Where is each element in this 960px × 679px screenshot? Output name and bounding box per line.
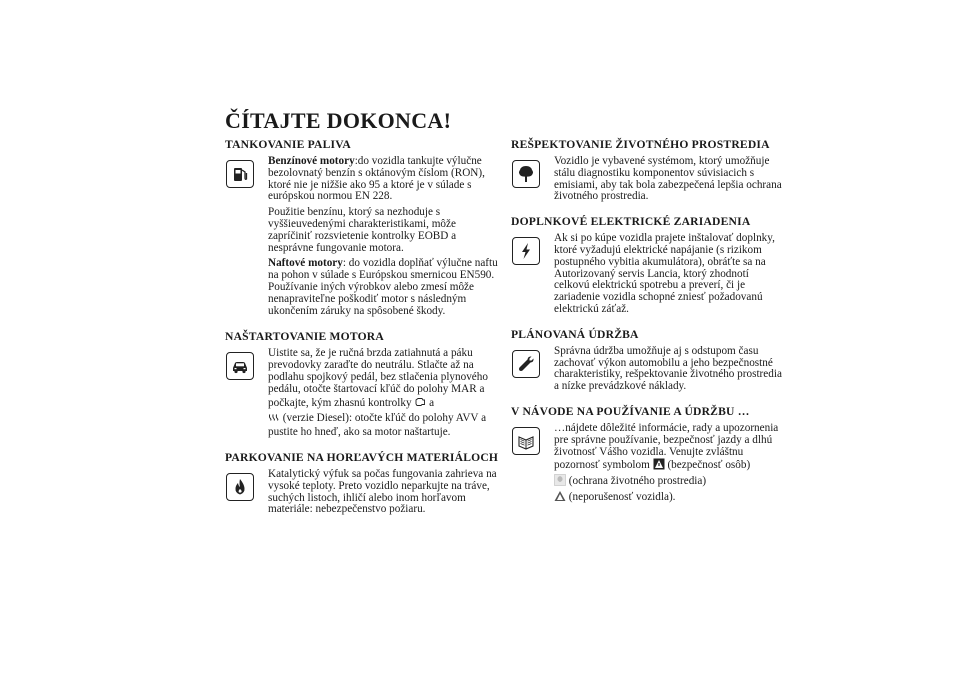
fuel-paragraph-warning: Použitie benzínu, ktorý sa nezhoduje s vyššieuvedenými charakteristikami, môže zapríčiniť rozsvietenie kontrolky EOBD a nesprávne fungovanie motora. bbox=[268, 206, 457, 254]
flame-icon bbox=[226, 473, 254, 501]
personal-safety-icon bbox=[653, 458, 665, 474]
fuel-paragraph-gasoline bbox=[268, 156, 500, 203]
gasoline-label: Benzínové motory bbox=[268, 155, 355, 167]
section-maintenance bbox=[511, 328, 786, 393]
manual-text-a: …nájdete dôležité informácie, rady a upozornenia pre správne používanie, bezpečnosť jazdy a dlhú životnosť Vášho vozidla. Venujte zvláštnu pozornosť symbolom bbox=[554, 421, 779, 472]
lightning-icon bbox=[512, 237, 540, 265]
park-paragraph: Katalytický výfuk sa počas fungovania zahrieva na vysoké teploty. Preto vozidlo neparkujte na tráve, suchých listoch, ihličí alebo inom horľavom materiále: nebezpečenstvo požiaru. bbox=[268, 467, 497, 516]
vehicle-integrity-icon bbox=[554, 490, 566, 506]
electric-paragraph: Ak si po kúpe vozidla prajete inštalovať doplnky, ktoré vyžadujú elektrické napájanie (s rizikom postupného vybitia akumulátora), obráťte sa na Autorizovaný servis Lancia, ktorý zhodnotí celkovú elektrickú spotrebu a preverí, či je zariadenie vozidla schopné zniesť požadovanú elektrickú záťaž. bbox=[554, 232, 775, 315]
engine-warning-icon bbox=[414, 396, 426, 412]
right-column bbox=[511, 138, 786, 510]
section-electric bbox=[511, 215, 786, 316]
section-heading-environment: REŠPEKTOVANIE ŽIVOTNÉHO PROSTREDIA bbox=[511, 138, 770, 151]
section-environment bbox=[511, 138, 786, 203]
manual-paragraph bbox=[554, 423, 786, 506]
environment-paragraph: Vozidlo je vybavené systémom, ktorý umožňuje stálu diagnostiku komponentov súvisiacich s emisiami, aby tak bola zabezpečená lepšia ochrana životného prostredia. bbox=[554, 155, 782, 203]
book-icon bbox=[512, 427, 540, 455]
manual-text-b: (bezpečnosť osôb) bbox=[667, 459, 751, 472]
diesel-text: : do vozidla doplňať výlučne naftu na pohon v súlade s Európskou smernicou EN590. Používanie iných výrobkov alebo zmesí môže nenapraviteľne poškodiť motor s následným ukončením záruky na spôsobené škody. bbox=[268, 257, 498, 317]
left-column bbox=[225, 138, 500, 520]
car-icon bbox=[226, 352, 254, 380]
fuel-paragraph-diesel bbox=[268, 258, 500, 317]
wrench-icon bbox=[512, 350, 540, 378]
section-body-fuel bbox=[225, 156, 500, 317]
section-heading-maintenance: PLÁNOVANÁ ÚDRŽBA bbox=[511, 327, 639, 341]
glow-plug-icon bbox=[268, 411, 280, 427]
section-body-maintenance bbox=[511, 346, 786, 393]
section-heading-park: PARKOVANIE NA HORĽAVÝCH MATERIÁLOCH bbox=[225, 450, 499, 464]
fuel-pump-icon bbox=[226, 160, 254, 188]
start-text-a: Uistite sa, že je ručná brzda zatiahnutá a páku prevodovky zaraďte do neutrálu. Stlačte až na podlahu spojkový pedál, bez stlačenia plynového pedálu, otočte štartovací kľúč do polohy MAR a počkajte, kým zhasnú kontrolky bbox=[268, 347, 488, 409]
section-start bbox=[225, 330, 500, 439]
section-fuel bbox=[225, 138, 500, 317]
section-heading-fuel: TANKOVANIE PALIVA bbox=[225, 138, 351, 151]
section-body-environment bbox=[511, 156, 786, 203]
start-text-c: (verzie Diesel): otočte kľúč do polohy AVV a pustite ho hneď, ako sa motor naštartuje. bbox=[268, 412, 487, 439]
section-park bbox=[225, 451, 500, 516]
section-heading-manual: V NÁVODE NA POUŽÍVANIE A ÚDRŽBU … bbox=[511, 404, 750, 418]
section-heading-electric: DOPLNKOVÉ ELEKTRICKÉ ZARIADENIA bbox=[511, 215, 751, 229]
manual-text-c: (ochrana životného prostredia) bbox=[568, 475, 707, 488]
page-title: ČÍTAJTE DOKONCA! bbox=[225, 108, 452, 133]
manual-text-d: (neporušenosť vozidla). bbox=[568, 490, 676, 503]
start-paragraph bbox=[268, 348, 500, 439]
section-body-park bbox=[225, 469, 500, 516]
section-body-start bbox=[225, 348, 500, 439]
diesel-label: Naftové motory bbox=[268, 257, 343, 270]
tree-icon bbox=[512, 160, 540, 188]
section-body-electric bbox=[511, 233, 786, 316]
section-heading-start: NAŠTARTOVANIE MOTORA bbox=[225, 330, 384, 344]
maintenance-paragraph: Správna údržba umožňuje aj s odstupom času zachovať výkon automobilu a jeho bezpečnostné charakteristiky, rešpektovanie životného prostredia a nízke prevádzkové náklady. bbox=[554, 344, 782, 393]
section-body-manual bbox=[511, 423, 786, 506]
environment-protection-icon bbox=[554, 474, 566, 490]
gasoline-text: :do vozidla tankujte výlučne bezolovnatý benzín s oktánovým číslom (RON), ktoré nie je nižšie ako 95 a ktoré je v súlade s európskou normou EN 228. bbox=[268, 155, 485, 203]
section-manual bbox=[511, 405, 786, 506]
start-text-b: a bbox=[429, 396, 435, 409]
